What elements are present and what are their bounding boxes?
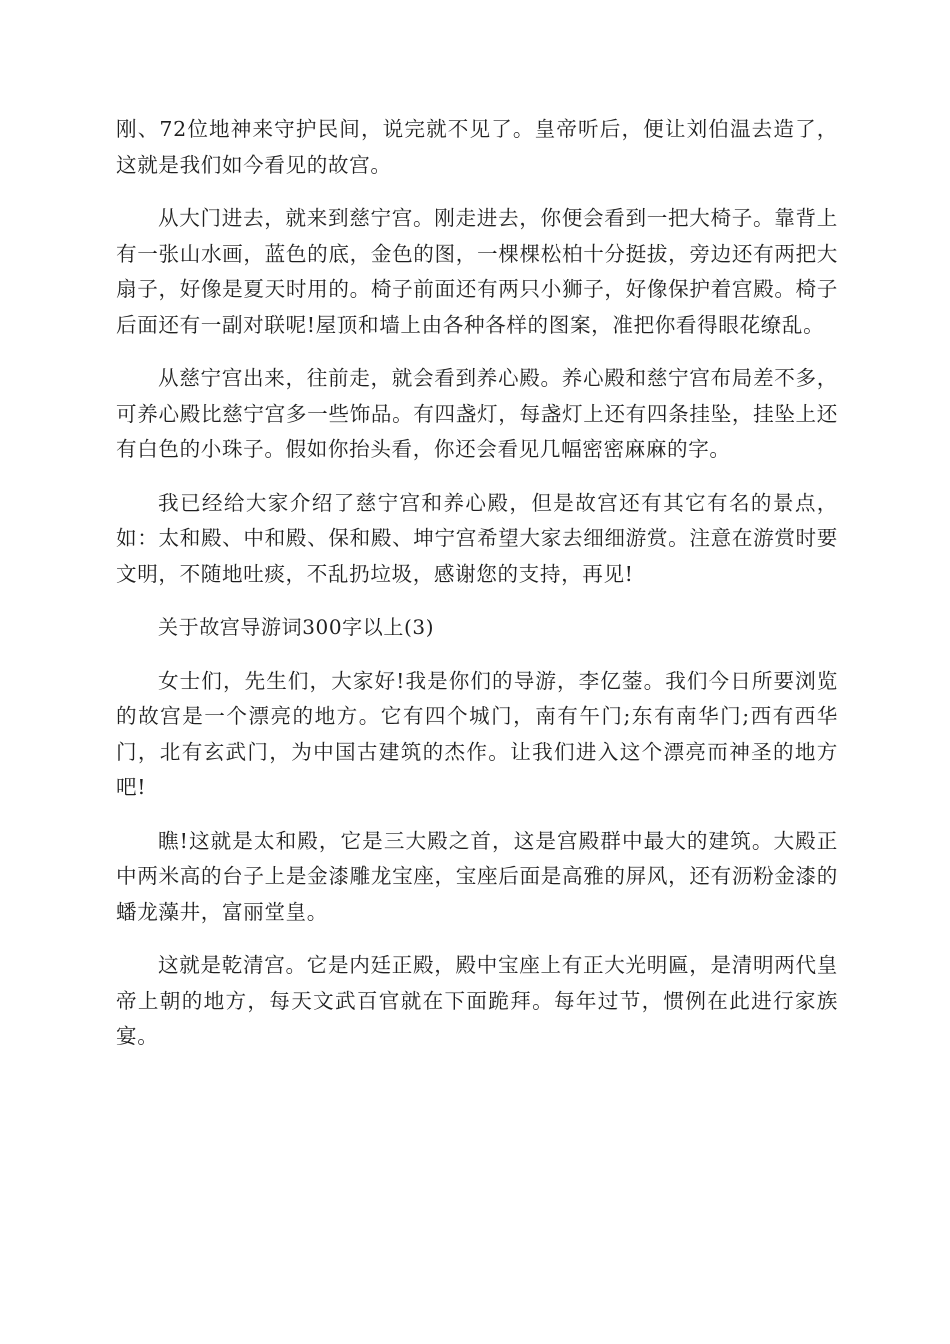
paragraph-yangxin-hall: 从慈宁宫出来，往前走，就会看到养心殿。养心殿和慈宁宫布局差不多，可养心殿比慈宁宫多一些饰品。有四盏灯，每盏灯上还有四条挂坠，挂坠上还有白色的小珠子。假如你抬头看，你还会看见几幅密密麻麻的字。 [116, 366, 838, 461]
paragraph-taihe-hall: 瞧!这就是太和殿，它是三大殿之首，这是宫殿群中最大的建筑。大殿正中两米高的台子上是金漆雕龙宝座，宝座后面是高雅的屏风，还有沥粉金漆的蟠龙藻井，富丽堂皇。 [116, 828, 838, 924]
paragraph-closing: 我已经给大家介绍了慈宁宫和养心殿，但是故宫还有其它有名的景点，如：太和殿、中和殿、保和殿、坤宁宫希望大家去细细游赏。注意在游赏时要文明，不随地吐痰，不乱扔垃圾，感谢您的支持，再见! [116, 490, 838, 586]
paragraph-qianqing-palace: 这就是乾清宫。它是内廷正殿，殿中宝座上有正大光明匾，是清明两代皇帝上朝的地方，每天文武百官就在下面跪拜。每年过节，惯例在此进行家族宴。 [116, 953, 838, 1048]
paragraph-cining-palace: 从大门进去，就来到慈宁宫。刚走进去，你便会看到一把大椅子。靠背上有一张山水画，蓝色的底，金色的图，一棵棵松柏十分挺拔，旁边还有两把大扇子，好像是夏天时用的。椅子前面还有两只小狮子，好像保护着宫殿。椅子后面还有一副对联呢!屋顶和墙上由各种各样的图案，准把你看得眼花缭乱。 [116, 206, 838, 337]
section-heading: 关于故宫导游词300字以上(3) [158, 615, 435, 639]
document-body [116, 112, 838, 1073]
paragraph-continuation: 刚、72位地神来守护民间，说完就不见了。皇帝听后，便让刘伯温去造了，这就是我们如今看见的故宫。 [116, 117, 838, 177]
paragraph-greeting: 女士们，先生们，大家好!我是你们的导游，李亿蓥。我们今日所要浏览的故宫是一个漂亮的地方。它有四个城门，南有午门;东有南华门;西有西华门，北有玄武门，为中国古建筑的杰作。让我们进入这个漂亮而神圣的地方吧! [116, 668, 838, 799]
